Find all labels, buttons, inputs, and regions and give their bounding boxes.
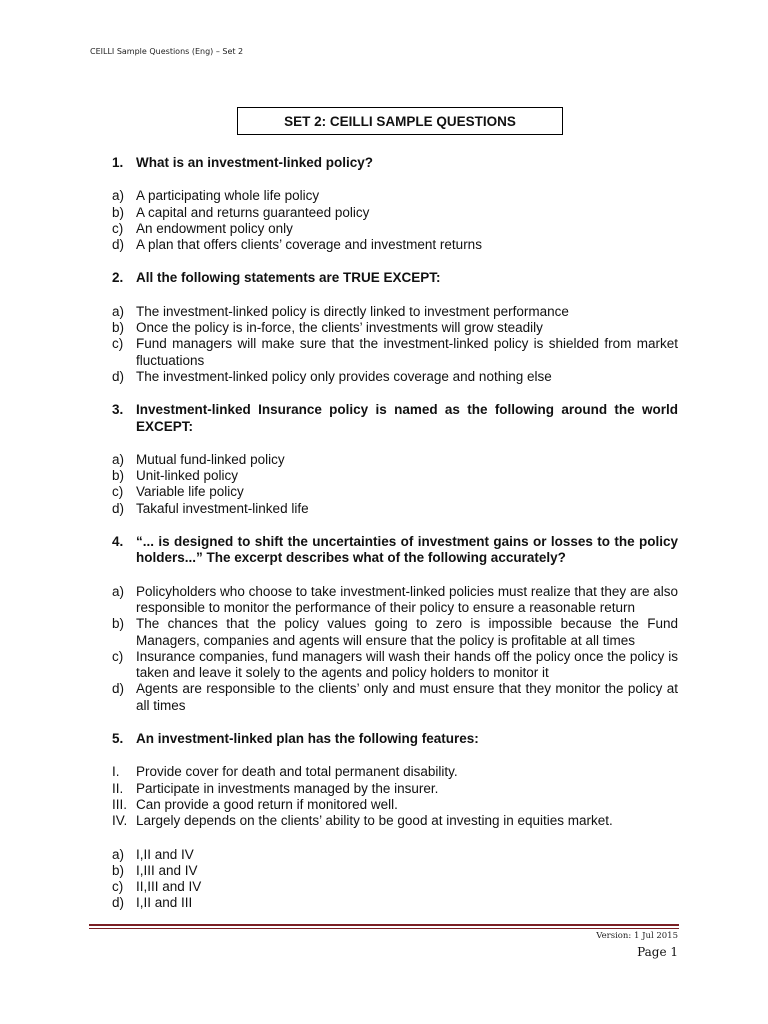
question-5-options — [112, 847, 678, 912]
question-3 — [112, 402, 678, 435]
question-number: 2. — [112, 270, 124, 286]
option-label: d) — [112, 368, 125, 384]
page-number: Page 1 — [637, 945, 678, 959]
question-4-options — [112, 584, 678, 714]
option-label: c) — [112, 484, 124, 500]
option-item — [112, 584, 678, 617]
feature-item — [112, 764, 678, 780]
option-text: Variable life policy — [136, 484, 244, 500]
option-label: d) — [112, 681, 125, 697]
option-text: Takaful investment-linked life — [136, 500, 309, 516]
option-text: Policyholders who choose to take investment-linked policies must realize that they are also responsible to monitor the performance of their policy to ensure a reasonable return — [136, 583, 678, 615]
question-1 — [112, 155, 678, 171]
option-label: c) — [112, 648, 124, 664]
feature-text: Provide cover for death and total permanent disability. — [136, 764, 458, 780]
option-label: c) — [112, 220, 124, 236]
question-3-options — [112, 452, 678, 517]
feature-label: I. — [112, 764, 120, 780]
option-item — [112, 616, 678, 649]
feature-text: Participate in investments managed by the insurer. — [136, 780, 439, 796]
option-text: I,II and III — [136, 895, 193, 911]
page-title: SET 2: CEILLI SAMPLE QUESTIONS — [237, 107, 563, 135]
footer-divider-thin — [89, 928, 679, 929]
question-1-options — [112, 188, 678, 253]
option-label: d) — [112, 237, 125, 253]
option-item — [112, 468, 678, 484]
feature-label: III. — [112, 796, 128, 812]
option-item — [112, 847, 678, 863]
option-text: Unit-linked policy — [136, 468, 239, 484]
option-label: a) — [112, 583, 125, 599]
option-item — [112, 501, 678, 517]
option-item — [112, 681, 678, 714]
option-item — [112, 879, 678, 895]
question-2 — [112, 270, 678, 286]
option-item — [112, 484, 678, 500]
option-text: II,III and IV — [136, 879, 202, 895]
question-5-features — [112, 764, 678, 829]
option-item — [112, 369, 678, 385]
option-text: The investment-linked policy only provides coverage and nothing else — [136, 368, 552, 384]
version-label: Version: 1 Jul 2015 — [596, 931, 678, 941]
question-text: All the following statements are TRUE EXCEPT: — [136, 270, 441, 286]
feature-text: Largely depends on the clients’ ability to be good at investing in equities market. — [136, 813, 613, 829]
question-number: 4. — [112, 534, 124, 550]
feature-text: Can provide a good return if monitored well. — [136, 796, 398, 812]
option-label: d) — [112, 895, 125, 911]
option-label: a) — [112, 451, 125, 467]
option-label: b) — [112, 320, 125, 336]
option-text: Once the policy is in-force, the clients’ investments will grow steadily — [136, 320, 543, 336]
question-list — [112, 155, 678, 929]
option-text: I,II and IV — [136, 846, 194, 862]
option-item — [112, 320, 678, 336]
option-label: a) — [112, 303, 125, 319]
question-5 — [112, 731, 678, 747]
option-label: d) — [112, 500, 125, 516]
option-text: I,III and IV — [136, 862, 198, 878]
option-text: A capital and returns guaranteed policy — [136, 204, 370, 220]
option-label: b) — [112, 468, 125, 484]
option-label: a) — [112, 846, 125, 862]
feature-item — [112, 781, 678, 797]
question-text: Investment-linked Insurance policy is named as the following around the world EXCEPT: — [136, 402, 678, 434]
question-text: What is an investment-linked policy? — [136, 155, 374, 170]
option-label: b) — [112, 204, 125, 220]
option-item — [112, 452, 678, 468]
option-label: b) — [112, 616, 125, 632]
option-item — [112, 304, 678, 320]
feature-item — [112, 797, 678, 813]
question-number: 1. — [112, 155, 124, 170]
option-text: The chances that the policy values going to zero is impossible because the Fund Managers, companies and agents will ensure that the policy is profitable at all times — [136, 616, 678, 648]
option-text: Agents are responsible to the clients’ only and must ensure that they monitor the policy at all times — [136, 681, 678, 713]
option-text: Mutual fund-linked policy — [136, 451, 285, 467]
question-number: 5. — [112, 731, 124, 747]
option-item — [112, 895, 678, 911]
option-item — [112, 205, 678, 221]
question-text: An investment-linked plan has the following features: — [136, 731, 479, 747]
option-item — [112, 188, 678, 204]
feature-item — [112, 813, 678, 829]
option-label: a) — [112, 188, 125, 204]
option-item — [112, 649, 678, 682]
option-item — [112, 336, 678, 369]
option-label: c) — [112, 336, 124, 352]
question-number: 3. — [112, 402, 124, 418]
feature-label: IV. — [112, 813, 128, 829]
footer-divider — [89, 924, 679, 926]
option-label: c) — [112, 879, 124, 895]
option-label: b) — [112, 862, 125, 878]
question-text: “... is designed to shift the uncertainties of investment gains or losses to the policy holders...” The excerpt describes what of the following accurately? — [136, 534, 678, 566]
option-item — [112, 237, 678, 253]
running-header: CEILLI Sample Questions (Eng) – Set 2 — [90, 47, 244, 56]
feature-label: II. — [112, 780, 124, 796]
option-text: Insurance companies, fund managers will wash their hands off the policy once the policy is taken and leave it solely to the agents and policy holders to monitor it — [136, 648, 678, 681]
option-item — [112, 863, 678, 879]
option-text: Fund managers will make sure that the investment-linked policy is shielded from market fluctuations — [136, 336, 678, 368]
option-item — [112, 221, 678, 237]
option-text: An endowment policy only — [136, 220, 293, 236]
question-4 — [112, 534, 678, 567]
question-2-options — [112, 304, 678, 385]
option-text: A plan that offers clients’ coverage and investment returns — [136, 237, 482, 253]
option-text: A participating whole life policy — [136, 188, 320, 204]
option-text: The investment-linked policy is directly linked to investment performance — [136, 303, 569, 319]
